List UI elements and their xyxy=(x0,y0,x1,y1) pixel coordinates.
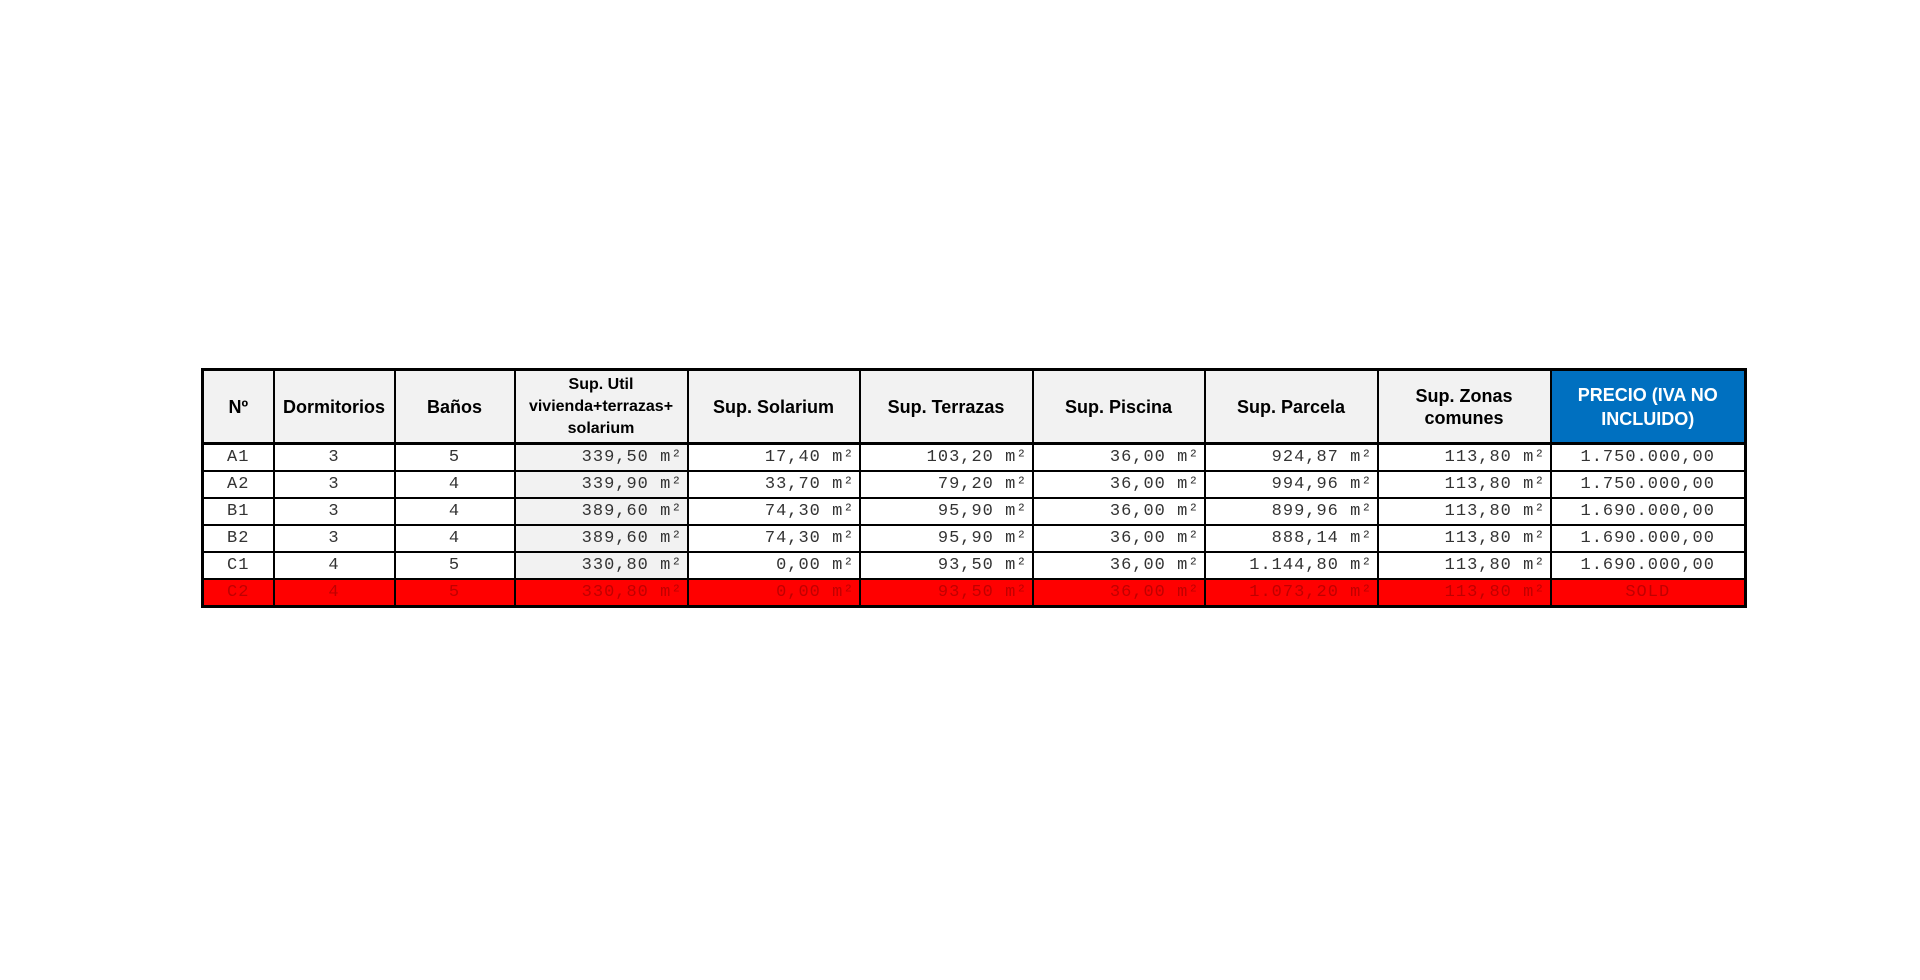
cell-sup-zonas: 113,80 m² xyxy=(1378,579,1551,607)
cell-precio: 1.690.000,00 xyxy=(1551,552,1746,579)
cell-sup-zonas: 113,80 m² xyxy=(1378,552,1551,579)
cell-sup-solarium: 17,40 m² xyxy=(688,444,860,472)
cell-sup-terrazas: 95,90 m² xyxy=(860,525,1033,552)
header-sup-parcela: Sup. Parcela xyxy=(1205,370,1378,444)
cell-banos: 4 xyxy=(395,498,515,525)
cell-sup-zonas: 113,80 m² xyxy=(1378,498,1551,525)
header-banos: Baños xyxy=(395,370,515,444)
cell-sup-util: 389,60 m² xyxy=(515,525,688,552)
cell-precio: 1.690.000,00 xyxy=(1551,525,1746,552)
cell-sup-util: 339,50 m² xyxy=(515,444,688,472)
cell-sup-parcela: 888,14 m² xyxy=(1205,525,1378,552)
header-sup-solarium: Sup. Solarium xyxy=(688,370,860,444)
cell-banos: 5 xyxy=(395,579,515,607)
cell-no: B2 xyxy=(203,525,274,552)
header-row xyxy=(203,370,1746,444)
header-precio: PRECIO (IVA NO INCLUIDO) xyxy=(1551,370,1746,444)
cell-no: A2 xyxy=(203,471,274,498)
cell-sup-parcela: 1.144,80 m² xyxy=(1205,552,1378,579)
cell-sup-terrazas: 79,20 m² xyxy=(860,471,1033,498)
cell-sup-util: 330,80 m² xyxy=(515,552,688,579)
cell-no: B1 xyxy=(203,498,274,525)
cell-banos: 5 xyxy=(395,444,515,472)
cell-sup-zonas: 113,80 m² xyxy=(1378,525,1551,552)
cell-sup-piscina: 36,00 m² xyxy=(1033,579,1205,607)
cell-dormitorios: 4 xyxy=(274,579,395,607)
cell-sup-util: 339,90 m² xyxy=(515,471,688,498)
table-row xyxy=(203,525,1746,552)
header-sup-terrazas: Sup. Terrazas xyxy=(860,370,1033,444)
cell-dormitorios: 3 xyxy=(274,444,395,472)
cell-precio: SOLD xyxy=(1551,579,1746,607)
price-table xyxy=(201,368,1747,608)
cell-sup-solarium: 74,30 m² xyxy=(688,525,860,552)
cell-precio: 1.750.000,00 xyxy=(1551,471,1746,498)
cell-sup-parcela: 924,87 m² xyxy=(1205,444,1378,472)
cell-sup-zonas: 113,80 m² xyxy=(1378,471,1551,498)
table-row xyxy=(203,552,1746,579)
cell-sup-solarium: 0,00 m² xyxy=(688,579,860,607)
table-row xyxy=(203,579,1746,607)
cell-sup-terrazas: 95,90 m² xyxy=(860,498,1033,525)
table-body xyxy=(203,444,1746,607)
header-no: Nº xyxy=(203,370,274,444)
cell-sup-parcela: 899,96 m² xyxy=(1205,498,1378,525)
cell-no: C1 xyxy=(203,552,274,579)
cell-dormitorios: 4 xyxy=(274,552,395,579)
cell-sup-terrazas: 93,50 m² xyxy=(860,579,1033,607)
cell-dormitorios: 3 xyxy=(274,525,395,552)
cell-sup-piscina: 36,00 m² xyxy=(1033,525,1205,552)
cell-sup-util: 330,80 m² xyxy=(515,579,688,607)
header-sup-piscina: Sup. Piscina xyxy=(1033,370,1205,444)
price-sheet xyxy=(201,368,1744,608)
cell-banos: 4 xyxy=(395,525,515,552)
header-sup-zonas: Sup. Zonas comunes xyxy=(1378,370,1551,444)
cell-sup-terrazas: 103,20 m² xyxy=(860,444,1033,472)
cell-sup-zonas: 113,80 m² xyxy=(1378,444,1551,472)
header-sup-util: Sup. Util vivienda+terrazas+ solarium xyxy=(515,370,688,444)
table-row xyxy=(203,471,1746,498)
cell-sup-solarium: 33,70 m² xyxy=(688,471,860,498)
cell-precio: 1.750.000,00 xyxy=(1551,444,1746,472)
cell-no: A1 xyxy=(203,444,274,472)
cell-sup-parcela: 994,96 m² xyxy=(1205,471,1378,498)
cell-no: C2 xyxy=(203,579,274,607)
cell-sup-piscina: 36,00 m² xyxy=(1033,498,1205,525)
cell-sup-piscina: 36,00 m² xyxy=(1033,444,1205,472)
cell-precio: 1.690.000,00 xyxy=(1551,498,1746,525)
cell-dormitorios: 3 xyxy=(274,498,395,525)
cell-sup-parcela: 1.073,20 m² xyxy=(1205,579,1378,607)
table-row xyxy=(203,444,1746,472)
header-dormitorios: Dormitorios xyxy=(274,370,395,444)
cell-banos: 4 xyxy=(395,471,515,498)
cell-sup-piscina: 36,00 m² xyxy=(1033,552,1205,579)
table-row xyxy=(203,498,1746,525)
cell-sup-solarium: 74,30 m² xyxy=(688,498,860,525)
cell-sup-solarium: 0,00 m² xyxy=(688,552,860,579)
cell-banos: 5 xyxy=(395,552,515,579)
cell-sup-util: 389,60 m² xyxy=(515,498,688,525)
cell-sup-piscina: 36,00 m² xyxy=(1033,471,1205,498)
cell-dormitorios: 3 xyxy=(274,471,395,498)
cell-sup-terrazas: 93,50 m² xyxy=(860,552,1033,579)
